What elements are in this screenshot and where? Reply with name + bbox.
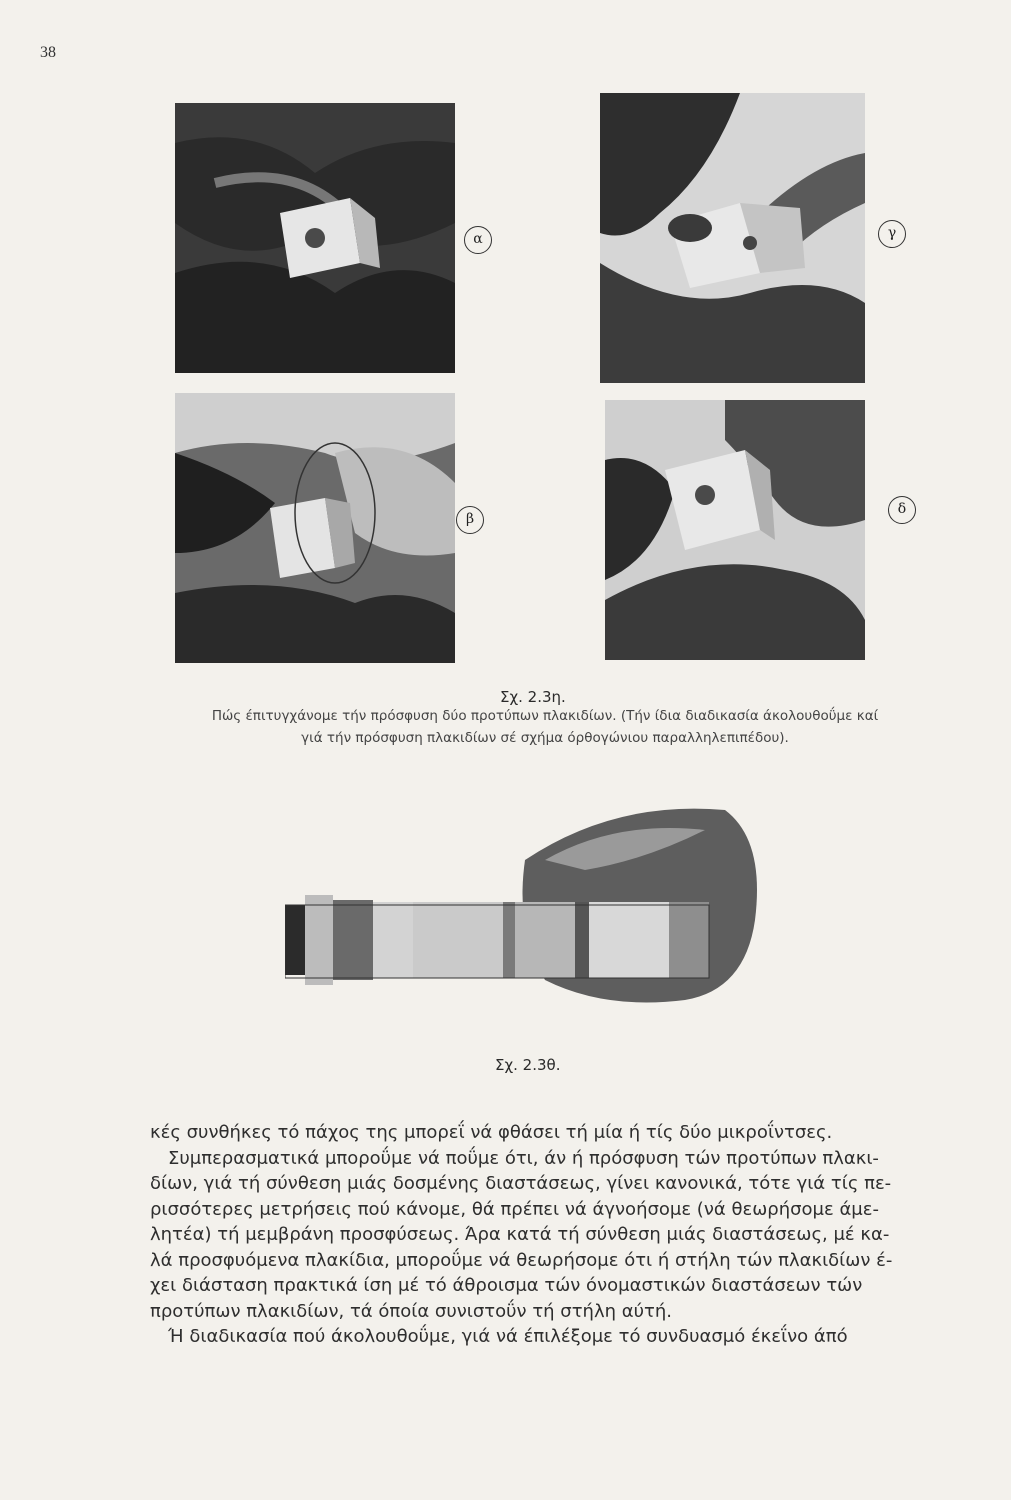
body-line: δίων, γιά τή σύνθεση μιάς δοσμένης διαστάσεως, γίνει κανονικά, τότε γιά τίς πε-: [150, 1173, 892, 1194]
body-line: Συμπερασματικά μποροΰμε νά ποΰμε ότι, άν ή πρόσφυση τών προτύπων πλακι-: [168, 1147, 879, 1169]
figure-panel-g-photo: [600, 93, 865, 383]
panel-g-label: γ: [878, 220, 906, 248]
panel-a-label: α: [464, 226, 492, 254]
body-line: προτύπων πλακιδίων, τά όποία συνιστοΰν τή στήλη αύτή.: [150, 1300, 672, 1322]
body-line: κές συνθήκες τό πάχος της μπορεΐ νά φθάσει τή μία ή τίς δύο μικροΐντσες.: [150, 1122, 833, 1143]
hands-wringing-gauge-blocks-icon: [175, 393, 455, 663]
hands-wringing-gauge-blocks-icon: [175, 103, 455, 373]
figure-2-photo: [285, 800, 765, 1015]
body-paragraph: [150, 1120, 970, 1350]
page-number: 38: [40, 44, 56, 61]
figure-1-title: Σχ. 2.3η.: [500, 688, 566, 706]
body-line: χει διάσταση πρακτικά ίση μέ τό άθροισμα τών όνομαστικών διαστάσεων τών: [150, 1275, 863, 1296]
figure-2-title: Σχ. 2.3θ.: [495, 1056, 561, 1074]
panel-b-label: β: [456, 506, 484, 534]
figure-1-caption-line-1: Πώς έπιτυγχάνομε τήν πρόσφυση δύο προτύπων πλακιδίων. (Τήν ίδια διαδικασία άκολουθοΰμε καί: [211, 708, 879, 724]
body-line: λητέα) τή μεμβράνη προσφύσεως. Άρα κατά τή σύνθεση μιάς διαστάσεως, μέ κα-: [150, 1224, 890, 1245]
hands-sliding-gauge-blocks-icon: [600, 93, 865, 383]
panel-d-label: δ: [888, 496, 916, 524]
figure-panel-d-photo: [605, 400, 865, 660]
figure-panel-b-photo: [175, 393, 455, 663]
body-line: Ή διαδικασία πού άκολουθοΰμε, γιά νά έπιλέξομε τό συνδυασμό έκεΐνο άπό: [168, 1326, 848, 1347]
body-line: ρισσότερες μετρήσεις πού κάνομε, θά πρέπει νά άγνοήσομε (νά θεωρήσομε άμε-: [150, 1198, 879, 1220]
hand-holding-gauge-block-stack-icon: [285, 800, 765, 1015]
hand-holding-wrung-blocks-icon: [605, 400, 865, 660]
figure-panel-a-photo: [175, 103, 455, 373]
figure-1-caption-line-2: γιά τήν πρόσφυση πλακιδίων σέ σχήμα όρθογώνιου παραλληλεπιπέδου).: [301, 730, 789, 746]
body-line: λά προσφυόμενα πλακίδια, μποροΰμε νά θεωρήσομε ότι ή στήλη τών πλακιδίων έ-: [150, 1249, 893, 1271]
